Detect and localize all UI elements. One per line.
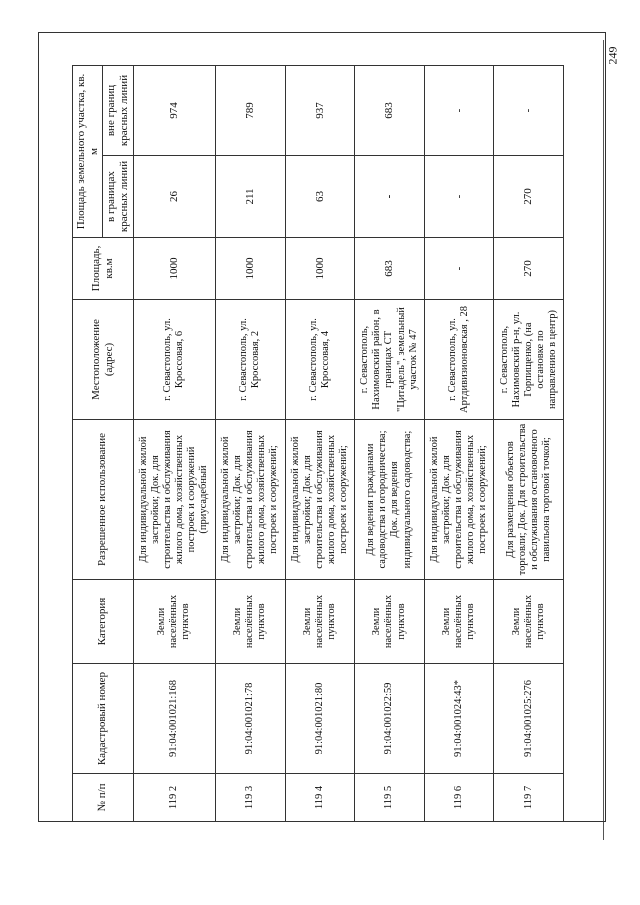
cell-permitted-use: Для индивидуальной жилой застройки; Док. для строительства и обслуживания жилого дома, хозяйственных построек и сооружений (приусадебный bbox=[133, 420, 215, 580]
header-category: Категория bbox=[73, 580, 134, 664]
table-row bbox=[133, 65, 215, 821]
cell-permitted-use: Для размещения объектов торговли; Док. Для строительства и обслуживания остановочного павильона торговой точкой; bbox=[494, 420, 564, 580]
header-location: Местоположение (адрес) bbox=[73, 300, 134, 420]
header-permitted-use: Разрешенное использование bbox=[73, 420, 134, 580]
cell-permitted-use: Для индивидуальной жилой застройки; Док. для строительства и обслуживания жилого дома, хозяйственных построек и сооружений; bbox=[424, 420, 494, 580]
cell-category: Земли населённых пунктов bbox=[424, 580, 494, 664]
rotated-table-wrapper bbox=[72, 66, 564, 822]
cell-outside: - bbox=[424, 65, 494, 155]
cell-location: г. Севастополь, Нахимовский район, в границах СТ "Цитадель", земельный участок № 47 bbox=[355, 300, 425, 420]
header-no: № п/п bbox=[73, 774, 134, 822]
cell-no: 119 3 bbox=[216, 774, 286, 822]
cell-category: Земли населённых пунктов bbox=[285, 580, 355, 664]
page-number: 249 bbox=[605, 46, 620, 65]
cell-area: 270 bbox=[494, 238, 564, 300]
cell-area: 683 bbox=[355, 238, 425, 300]
cell-permitted-use: Для индивидуальной жилой застройки; Док. для строительства и обслуживания жилого дома, хозяйственных построек и сооружений; bbox=[216, 420, 286, 580]
cell-no: 119 4 bbox=[285, 774, 355, 822]
cell-area: 1000 bbox=[133, 238, 215, 300]
cell-no: 119 2 bbox=[133, 774, 215, 822]
cell-cadastral: 91:04:001021:80 bbox=[285, 664, 355, 774]
table-row bbox=[216, 65, 286, 821]
table-row bbox=[285, 65, 355, 821]
header-area: Площадь, кв.м bbox=[73, 238, 134, 300]
cell-area: - bbox=[424, 238, 494, 300]
cell-outside: 683 bbox=[355, 65, 425, 155]
cell-location: г. Севастополь, ул. Кроссовая, 6 bbox=[133, 300, 215, 420]
cell-location: г. Севастополь, ул. Артдивизионовская , 28 bbox=[424, 300, 494, 420]
cell-cadastral: 91:04:001025:276 bbox=[494, 664, 564, 774]
cell-within: 63 bbox=[285, 156, 355, 238]
table-row bbox=[494, 65, 564, 821]
cell-outside: 937 bbox=[285, 65, 355, 155]
cell-location: г. Севастополь, Нахимовский р-н, ул. Горпищенко, (на остановке по направлению в центр) bbox=[494, 300, 564, 420]
cell-location: г. Севастополь, ул. Кроссовая, 2 bbox=[216, 300, 286, 420]
cell-category: Земли населённых пунктов bbox=[355, 580, 425, 664]
cell-within: - bbox=[355, 156, 425, 238]
cell-within: - bbox=[424, 156, 494, 238]
cell-outside: - bbox=[494, 65, 564, 155]
header-plot-area-group: Площадь земельного участка, кв. м bbox=[73, 65, 103, 237]
cell-no: 119 5 bbox=[355, 774, 425, 822]
header-within: в границах красных линий bbox=[103, 156, 133, 238]
table-row bbox=[355, 65, 425, 821]
cell-cadastral: 91:04:001022:59 bbox=[355, 664, 425, 774]
cell-permitted-use: Для ведения гражданами садоводства и огородничества; Док. для ведения индивидуального садоводства; bbox=[355, 420, 425, 580]
cell-within: 211 bbox=[216, 156, 286, 238]
cell-category: Земли населённых пунктов bbox=[494, 580, 564, 664]
cell-outside: 789 bbox=[216, 65, 286, 155]
cell-category: Земли населённых пунктов bbox=[216, 580, 286, 664]
header-outside: вне границ красных линий bbox=[103, 65, 133, 155]
table-row bbox=[424, 65, 494, 821]
cell-no: 119 7 bbox=[494, 774, 564, 822]
cell-cadastral: 91:04:001024:43* bbox=[424, 664, 494, 774]
cell-within: 270 bbox=[494, 156, 564, 238]
cell-area: 1000 bbox=[285, 238, 355, 300]
land-plots-table bbox=[72, 65, 564, 822]
cell-category: Земли населённых пунктов bbox=[133, 580, 215, 664]
cell-location: г. Севастополь, ул. Кроссовая, 4 bbox=[285, 300, 355, 420]
cell-area: 1000 bbox=[216, 238, 286, 300]
cell-permitted-use: Для индивидуальной жилой застройки; Док. для строительства и обслуживания жилого дома, хозяйственных построек и сооружений; bbox=[285, 420, 355, 580]
cell-no: 119 6 bbox=[424, 774, 494, 822]
cell-cadastral: 91:04:001021:78 bbox=[216, 664, 286, 774]
header-cadastral: Кадастровый номер bbox=[73, 664, 134, 774]
cell-cadastral: 91:04:001021:168 bbox=[133, 664, 215, 774]
cell-outside: 974 bbox=[133, 65, 215, 155]
cell-within: 26 bbox=[133, 156, 215, 238]
